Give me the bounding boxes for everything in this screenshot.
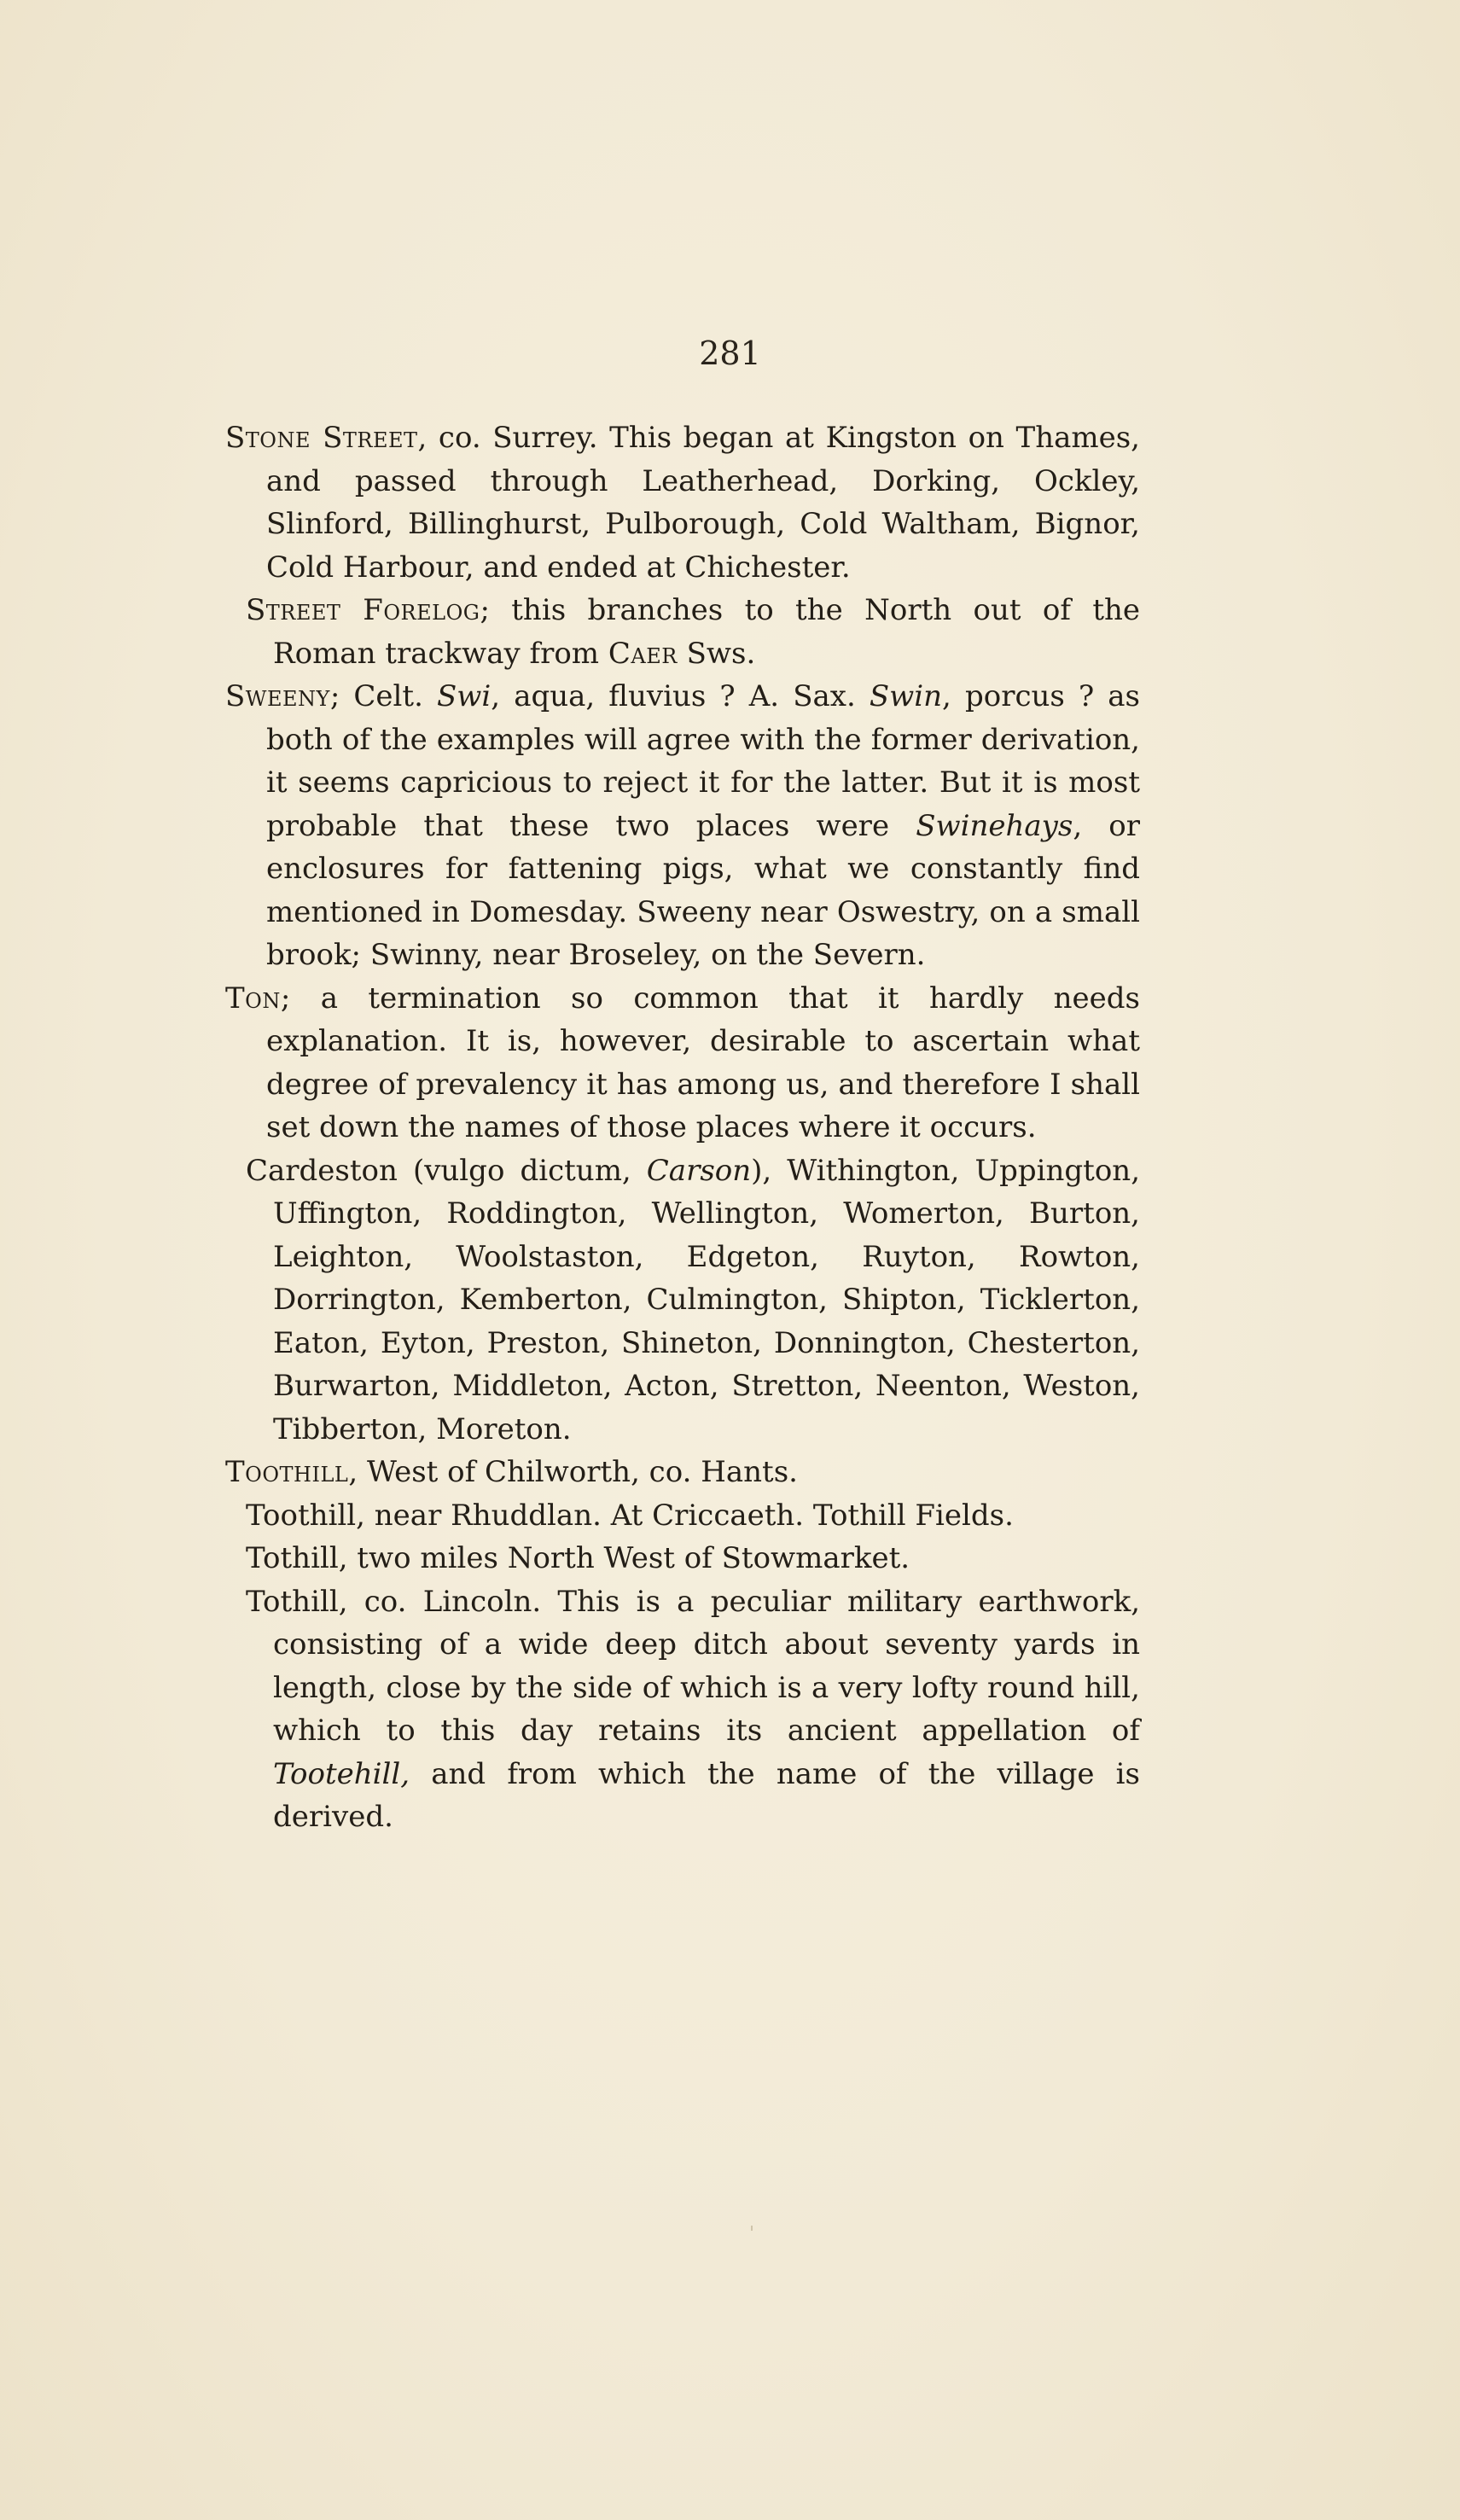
entry-text: , porcus ? as both of the examples will agree with the former derivation, it seems capricious to reject it for the latter. But it is most probable that these two places were <box>266 679 1140 843</box>
entry-text: and from which the name of the village is derived. <box>273 1756 1140 1834</box>
entry-text: Tothill, co. Lincoln. This is a peculiar military earthwork, consisting of a wide deep ditch about seventy yards in length, close by the side of which is a very lofty round hill, which to this day retains its ancient appellation of <box>246 1584 1140 1748</box>
italic-word: Swin <box>869 679 943 713</box>
entry-text: Sws. <box>677 636 756 671</box>
entry-ton <box>225 977 1140 1149</box>
entry-text: , co. Surrey. This began at Kingston on Thames, and passed through Leatherhead, Dorking, Ockley, Slinford, Billinghurst, Pulborough, Cold Waltham, Bignor, Cold Harbour, and ended at Chichester. <box>266 421 1140 585</box>
entry-toothill-rhuddlan <box>225 1494 1140 1538</box>
entry-text: ; this branches to the North out of the Roman trackway from <box>273 593 1141 671</box>
entry-text: ; Celt. <box>329 679 437 713</box>
entry-text: Cardeston (vulgo dictum, <box>246 1153 647 1188</box>
entry-text: ; a termination so common that it hardly needs explanation. It is, however, desirable to ascertain what degree of prevalency it has among us, and therefore I shall set down the names of those places where it occurs. <box>266 981 1140 1144</box>
entry-text: Toothill, near Rhuddlan. At Criccaeth. Tothill Fields. <box>246 1498 1014 1533</box>
entry-head: Street Forelog <box>246 593 480 627</box>
entry-text: , West of Chilworth, co. Hants. <box>348 1455 798 1489</box>
entry-head: Stone Street <box>225 421 418 455</box>
page-body <box>225 416 1140 1839</box>
italic-word: Swinehays <box>916 808 1073 843</box>
entry-text: , or enclosures for fattening pigs, what we constantly find mentioned in Domesday. Sweeny near Oswestry, on a small brook; Swinny, near Broseley, on the Severn. <box>266 808 1140 972</box>
paper-speck <box>751 2226 753 2231</box>
entry-text: , aqua, fluvius ? A. Sax. <box>491 679 870 713</box>
entry-tothill-stowmarket <box>225 1537 1140 1580</box>
entry-head: Sweeny <box>225 679 330 713</box>
entry-street-forelog <box>225 589 1140 675</box>
entry-head: Toothill <box>225 1455 349 1489</box>
entry-toothill <box>225 1451 1140 1494</box>
page-number: 281 <box>699 335 761 372</box>
italic-word: Tootehill, <box>273 1756 410 1791</box>
italic-word: Carson <box>646 1153 752 1188</box>
entry-ton-places <box>225 1149 1140 1452</box>
entry-tothill-lincoln <box>225 1580 1140 1839</box>
entry-stone-street <box>225 416 1140 589</box>
entry-text: ), Withington, Uppington, Uffington, Roddington, Wellington, Womerton, Burton, Leighton, Woolstaston, Edgeton, Ruyton, Rowton, Dorrington, Kemberton, Culmington, Shipton, Ticklerton, Eaton, Eyton, Preston, Shineton, Donnington, Chesterton, Burwarton, Middleton, Acton, Stretton, Neenton, Weston, Tibberton, Moreton. <box>273 1153 1140 1446</box>
entry-head: Ton <box>225 981 281 1016</box>
italic-word: Swi <box>437 679 492 713</box>
entry-text: Tothill, two miles North West of Stowmarket. <box>246 1541 910 1575</box>
small-caps-word: Caer <box>608 636 678 671</box>
entry-sweeny <box>225 675 1140 977</box>
